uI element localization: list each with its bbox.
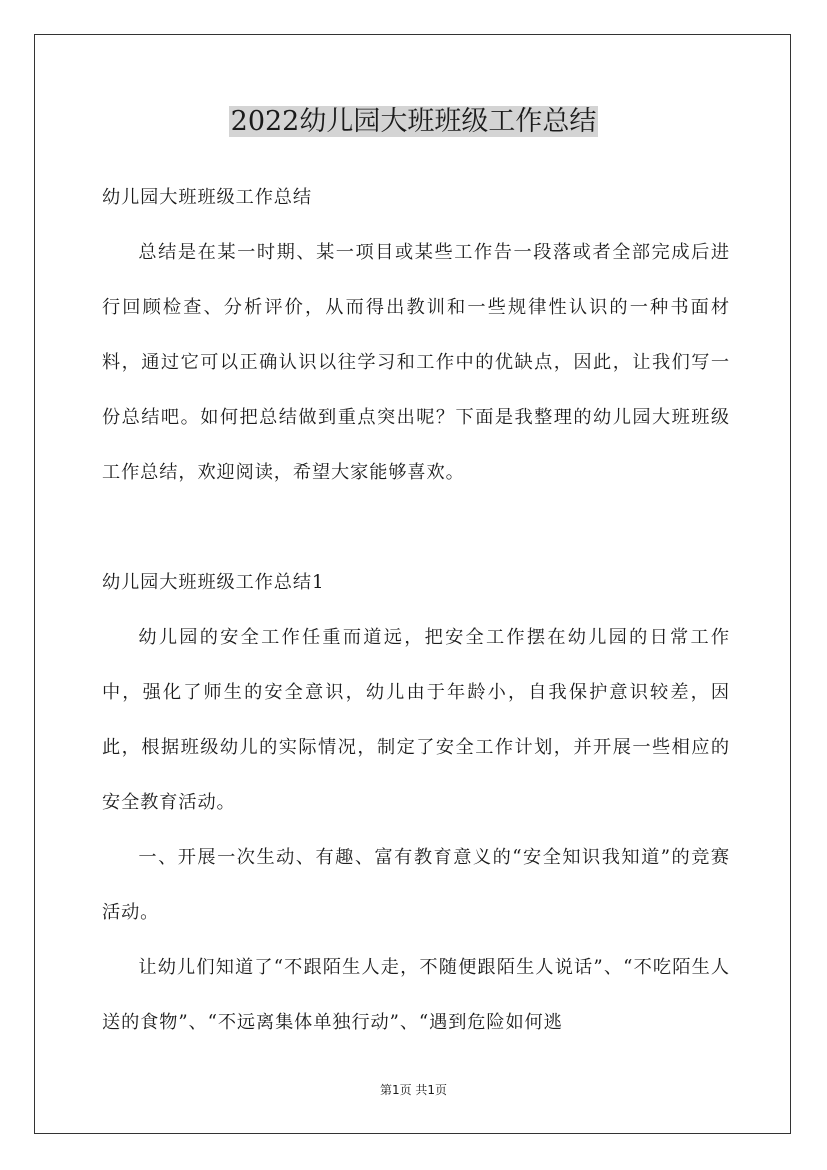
- body-paragraph: 让幼儿们知道了“不跟陌生人走，不随便跟陌生人说话”、“不吃陌生人送的食物”、“不远离集体单独行动”、“遇到危险如何逃: [102, 957, 730, 1033]
- document-title: [0, 102, 827, 142]
- document-body: [102, 170, 730, 1050]
- page-number: 第1页 共1页: [379, 1083, 448, 1097]
- page-footer: [0, 1082, 827, 1098]
- body-paragraph-item-1: 一、开展一次生动、有趣、富有教育意义的“安全知识我知道”的竞赛活动。: [102, 847, 730, 923]
- document-title-text: 2022幼儿园大班班级工作总结: [230, 106, 597, 137]
- intro-paragraph: 总结是在某一时期、某一项目或某些工作告一段落或者全部完成后进行回顾检查、分析评价，从而得出教训和一些规律性认识的一种书面材料，通过它可以正确认识以往学习和工作中的优缺点，因此，让我们写一份总结吧。如何把总结做到重点突出呢？下面是我整理的幼儿园大班班级工作总结，欢迎阅读，希望大家能够喜欢。: [102, 242, 730, 483]
- section-heading-1: 幼儿园大班班级工作总结1: [102, 572, 325, 593]
- section-heading: 幼儿园大班班级工作总结: [102, 187, 312, 208]
- body-paragraph: 幼儿园的安全工作任重而道远，把安全工作摆在幼儿园的日常工作中，强化了师生的安全意识，幼儿由于年龄小，自我保护意识较差，因此，根据班级幼儿的实际情况，制定了安全工作计划，并开展一些相应的安全教育活动。: [102, 627, 730, 813]
